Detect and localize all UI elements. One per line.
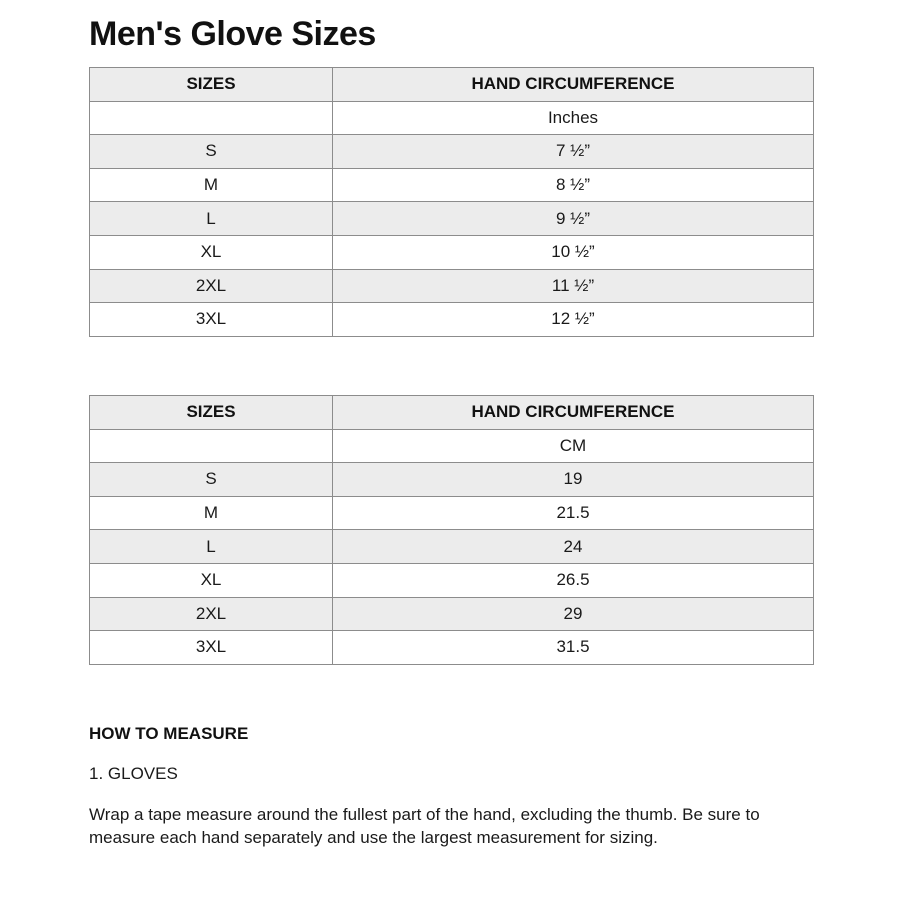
unit-label: CM	[333, 429, 814, 463]
table-row	[90, 168, 814, 202]
table-row	[90, 303, 814, 337]
circumference-cell: 26.5	[333, 563, 814, 597]
circumference-cell: 12 ½”	[333, 303, 814, 337]
table-header-row	[90, 68, 814, 102]
table-row	[90, 235, 814, 269]
size-cell: XL	[90, 235, 333, 269]
step-instructions: Wrap a tape measure around the fullest part of the hand, excluding the thumb. Be sure to measure each hand separately and use the largest measurement for sizing.	[89, 805, 760, 847]
table-row	[90, 202, 814, 236]
circumference-cell: 24	[333, 530, 814, 564]
table-row	[90, 269, 814, 303]
unit-row-blank	[90, 429, 333, 463]
circumference-cell: 29	[333, 597, 814, 631]
circumference-cell: 19	[333, 463, 814, 497]
circumference-cell: 21.5	[333, 496, 814, 530]
size-cell: M	[90, 168, 333, 202]
column-header-sizes: SIZES	[90, 68, 333, 102]
column-header-hand-circumference: HAND CIRCUMFERENCE	[333, 396, 814, 430]
section-heading-how-to-measure: HOW TO MEASURE	[89, 724, 249, 743]
page-title: Men's Glove Sizes	[89, 15, 376, 53]
circumference-cell: 10 ½”	[333, 235, 814, 269]
size-cell: 3XL	[90, 631, 333, 665]
table-row	[90, 530, 814, 564]
unit-label: Inches	[333, 101, 814, 135]
table-row	[90, 135, 814, 169]
step-label-gloves: 1. GLOVES	[89, 764, 178, 783]
circumference-cell: 7 ½”	[333, 135, 814, 169]
circumference-cell: 8 ½”	[333, 168, 814, 202]
table-row	[90, 563, 814, 597]
circumference-cell: 31.5	[333, 631, 814, 665]
table-row	[90, 631, 814, 665]
size-cell: S	[90, 463, 333, 497]
unit-row	[90, 101, 814, 135]
size-table-inches	[89, 67, 814, 337]
circumference-cell: 11 ½”	[333, 269, 814, 303]
circumference-cell: 9 ½”	[333, 202, 814, 236]
size-table-cm	[89, 395, 814, 665]
size-cell: 2XL	[90, 597, 333, 631]
size-cell: 2XL	[90, 269, 333, 303]
table-header-row	[90, 396, 814, 430]
size-cell: 3XL	[90, 303, 333, 337]
unit-row	[90, 429, 814, 463]
unit-row-blank	[90, 101, 333, 135]
table-row	[90, 597, 814, 631]
size-cell: XL	[90, 563, 333, 597]
column-header-sizes: SIZES	[90, 396, 333, 430]
column-header-hand-circumference: HAND CIRCUMFERENCE	[333, 68, 814, 102]
size-cell: L	[90, 202, 333, 236]
table-row	[90, 463, 814, 497]
size-cell: S	[90, 135, 333, 169]
table-row	[90, 496, 814, 530]
size-cell: L	[90, 530, 333, 564]
size-cell: M	[90, 496, 333, 530]
